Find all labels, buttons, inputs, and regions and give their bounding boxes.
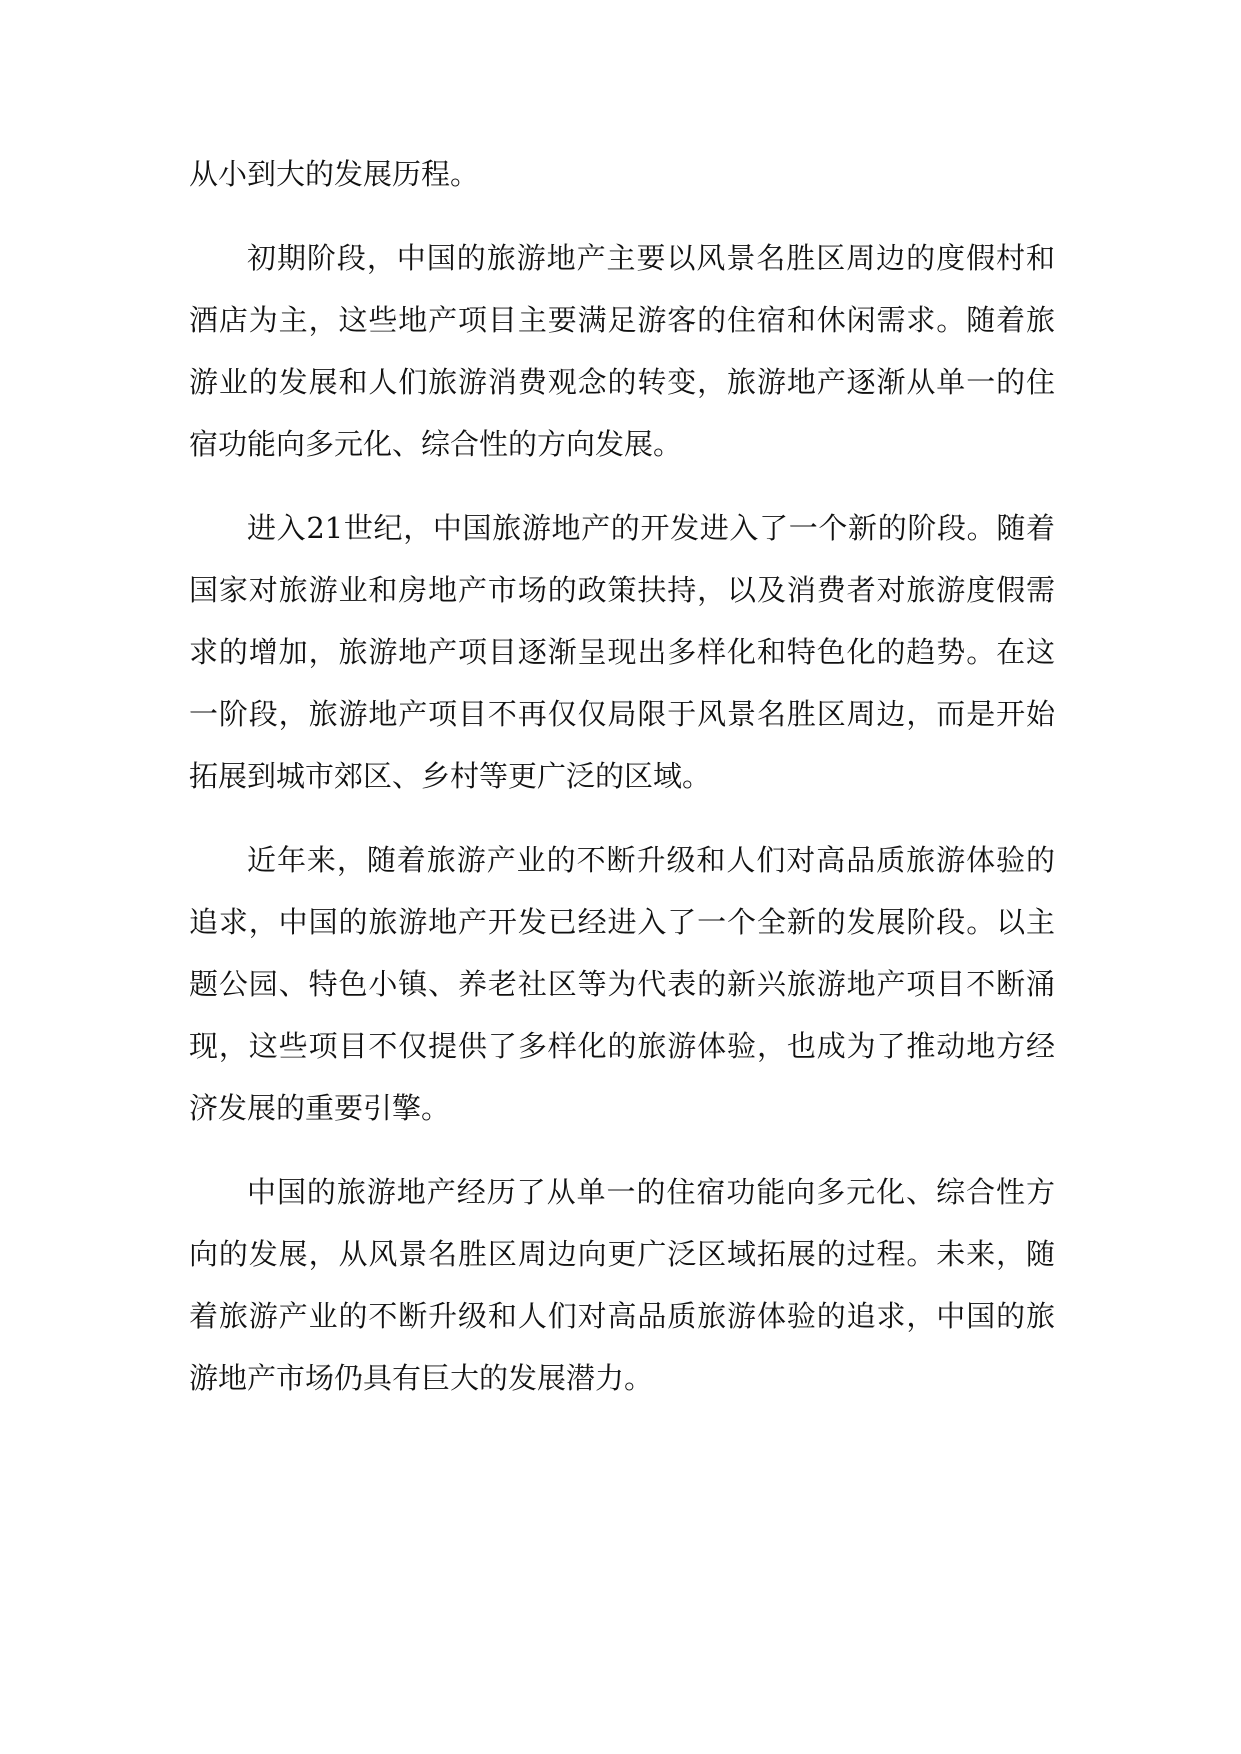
paragraph-early-stage: 初期阶段，中国的旅游地产主要以风景名胜区周边的度假村和酒店为主，这些地产项目主要满足游客的住宿和休闲需求。随着旅游业的发展和人们旅游消费观念的转变，旅游地产逐渐从单一的住宿功能向多元化、综合性的方向发展。 [189,241,1055,461]
paragraph-summary: 中国的旅游地产经历了从单一的住宿功能向多元化、综合性方向的发展，从风景名胜区周边向更广泛区域拓展的过程。未来，随着旅游产业的不断升级和人们对高品质旅游体验的追求，中国的旅游地产市场仍具有巨大的发展潜力。 [189,1175,1055,1395]
body-text [189,143,1055,1431]
paragraph-recent-years: 近年来，随着旅游产业的不断升级和人们对高品质旅游体验的追求，中国的旅游地产开发已经进入了一个全新的发展阶段。以主题公园、特色小镇、养老社区等为代表的新兴旅游地产项目不断涌现，这些项目不仅提供了多样化的旅游体验，也成为了推动地方经济发展的重要引擎。 [189,843,1055,1125]
paragraph-continuation: 从小到大的发展历程。 [189,157,480,191]
paragraph-21st-century: 进入21世纪，中国旅游地产的开发进入了一个新的阶段。随着国家对旅游业和房地产市场的政策扶持，以及消费者对旅游度假需求的增加，旅游地产项目逐渐呈现出多样化和特色化的趋势。在这一阶段，旅游地产项目不再仅仅局限于风景名胜区周边，而是开始拓展到城市郊区、乡村等更广泛的区域。 [189,511,1055,793]
